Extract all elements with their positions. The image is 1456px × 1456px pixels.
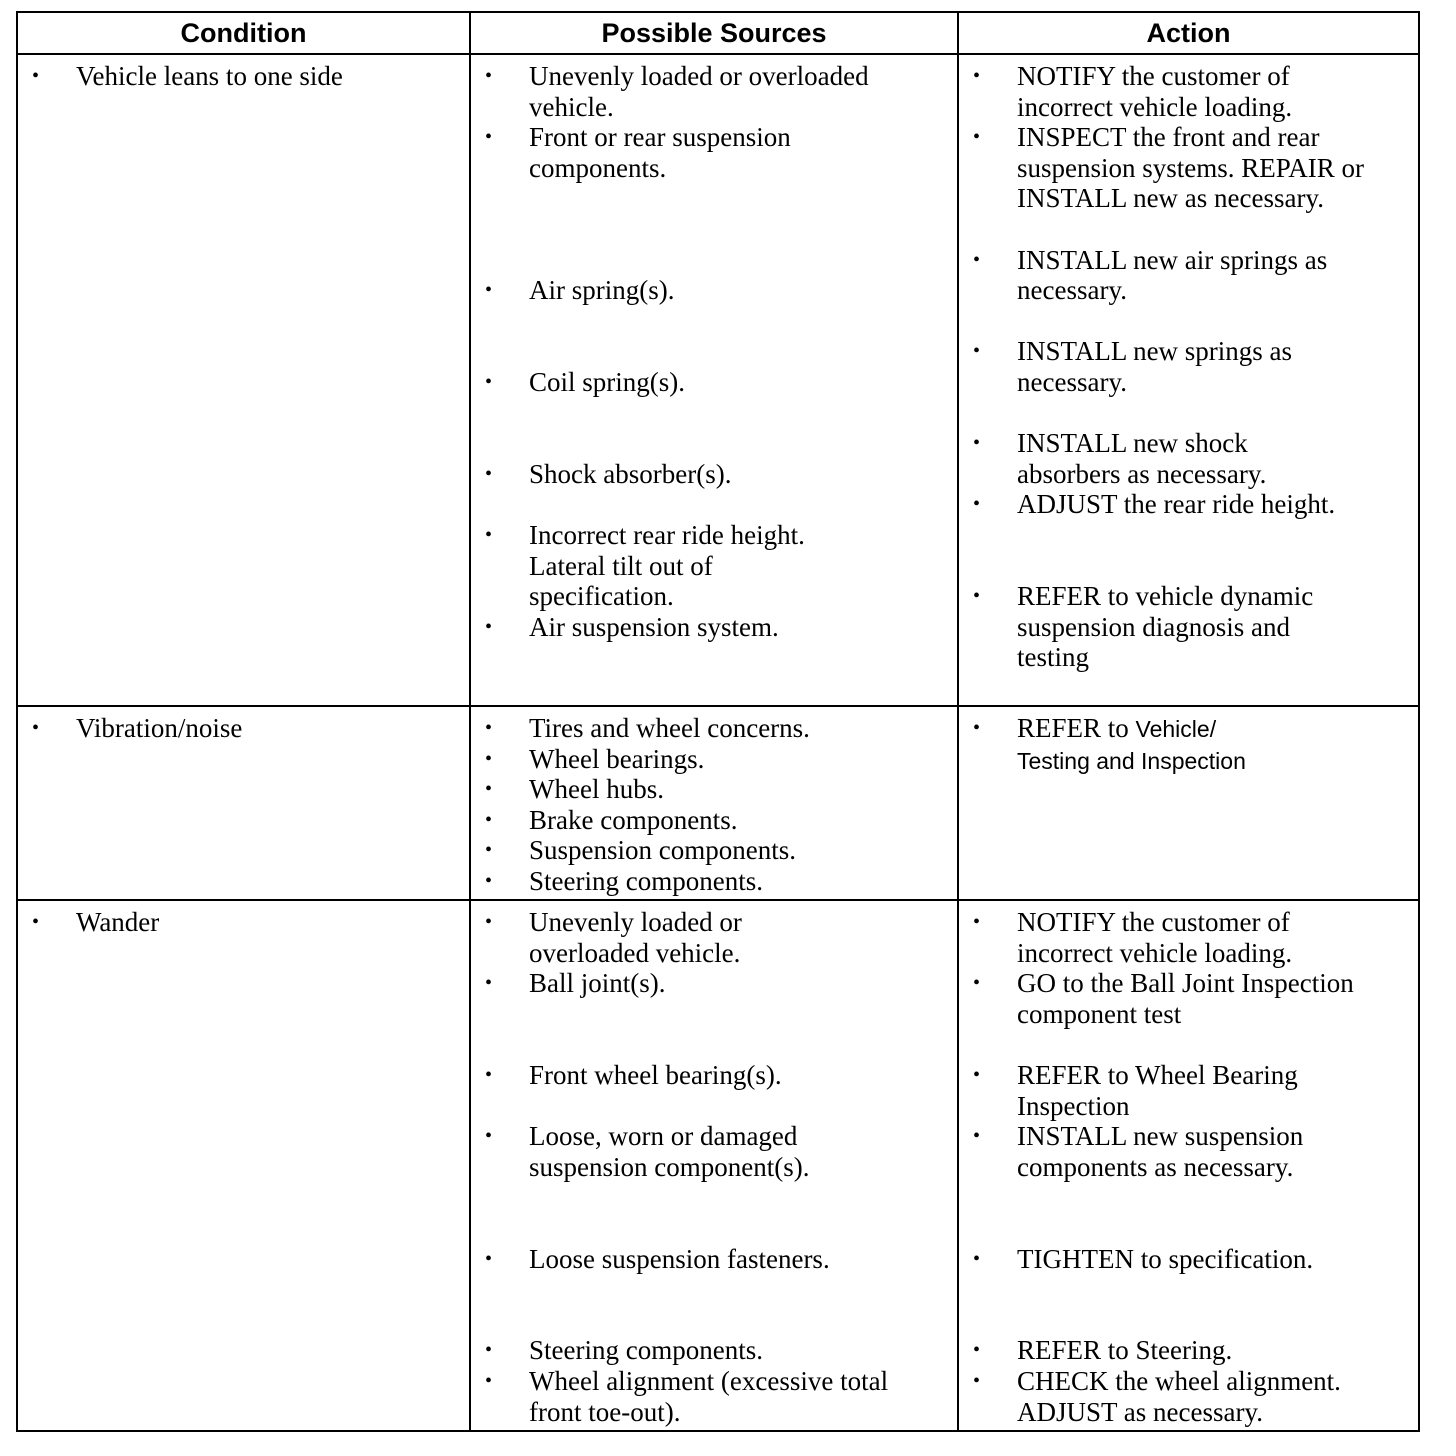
source-item: • Air spring(s). [483,275,947,306]
source-item: • Ball joint(s). [483,968,947,999]
action-item: • ADJUST the rear ride height. [971,489,1408,520]
source-item: • Wheel alignment (excessive total front toe-out). [483,1366,899,1427]
action-item: • TIGHTEN to specification. [971,1244,1408,1275]
source-item: • Front or rear suspension components. [483,122,849,183]
header-row [17,12,1419,54]
condition-header: Condition [17,12,470,54]
source-item: • Front wheel bearing(s). [483,1060,947,1091]
sources-cell [470,900,958,1431]
condition-cell [17,900,470,1431]
condition-item: • Vibration/noise [30,713,459,744]
action-item: • REFER to Wheel Bearing Inspection [971,1060,1357,1121]
source-item: • Shock absorber(s). [483,459,947,490]
source-item: • Incorrect rear ride height. Lateral tilt out of specification. [483,520,859,612]
action-item: • INSTALL new shock absorbers as necessary. [971,428,1317,489]
testing-inspection-link[interactable]: Testing and Inspection [1017,747,1246,774]
action-item: • INSTALL new suspension components as necessary. [971,1121,1357,1182]
source-item: • Coil spring(s). [483,367,947,398]
source-item: • Steering components. [483,1335,947,1366]
source-item: • Air suspension system. [483,612,947,643]
vehicle-link[interactable]: Vehicle/ [1135,716,1217,742]
table-row [17,900,1419,1431]
sources-cell [470,54,958,706]
source-item: • Wheel bearings. [483,744,947,775]
source-item: • Steering components. [483,866,947,897]
source-item: • Wheel hubs. [483,774,947,805]
source-item: • Unevenly loaded or overloaded vehicle. [483,61,947,122]
action-item: • INSTALL new air springs as necessary. [971,245,1408,306]
action-header: Action [958,12,1419,54]
action-item: • GO to the Ball Joint Inspection component test [971,968,1357,1029]
source-item: • Loose, worn or damaged suspension component(s). [483,1121,889,1182]
diagnosis-table [16,11,1420,1432]
action-item: • CHECK the wheel alignment. ADJUST as necessary. [971,1366,1397,1427]
source-item: • Tires and wheel concerns. [483,713,947,744]
action-item: • INSPECT the front and rear suspension systems. REPAIR or INSTALL new as necessary. [971,122,1397,214]
source-item: • Brake components. [483,805,947,836]
sources-header: Possible Sources [470,12,958,54]
action-cell [958,54,1419,706]
condition-item: • Wander [30,907,459,938]
sources-cell [470,706,958,900]
condition-cell [17,54,470,706]
action-item: • INSTALL new springs as necessary. [971,336,1357,397]
source-item: • Loose suspension fasteners. [483,1244,947,1275]
source-item: • Unevenly loaded or overloaded vehicle. [483,907,849,968]
action-cell [958,900,1419,1431]
action-item: • REFER to Steering. [971,1335,1408,1366]
condition-cell [17,706,470,900]
action-item: • NOTIFY the customer of incorrect vehicle loading. [971,61,1347,122]
action-item: • REFER to vehicle dynamic suspension diagnosis and testing [971,581,1347,673]
table-row [17,54,1419,706]
action-item [971,713,1408,776]
condition-item: • Vehicle leans to one side [30,61,459,92]
action-cell [958,706,1419,900]
action-item: • NOTIFY the customer of incorrect vehicle loading. [971,907,1347,968]
source-item: • Suspension components. [483,835,947,866]
table-row [17,706,1419,900]
action-prefix: REFER to [1017,713,1129,743]
